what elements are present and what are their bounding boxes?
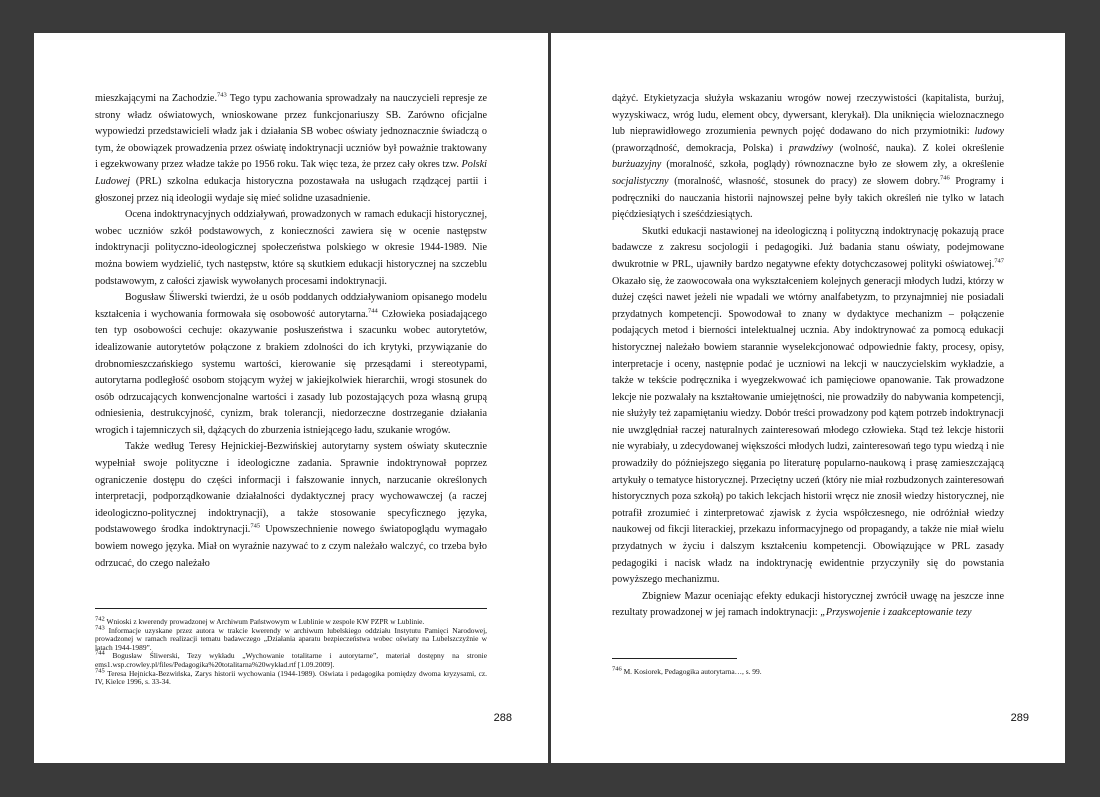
paragraph	[612, 91, 1004, 224]
italic-text: socjalistyczny	[612, 175, 669, 187]
text-run: Ocena indoktrynacyjnych oddziaływań, prowadzonych w ramach edukacji historycznej, wobec uczniów szkół podstawowych, z konieczności zawiera się w ocenie następstw indoktrynacji polityczno-ideologicznej społeczeństwa polskiego w okresie 1944-1989. Nie można bowiem wydzielić, tych następstw, które są skutkiem edukacji historycznej na szczeblu podstawowym, z całości zjawisk wywołanych procesami indoktrynacji.	[95, 209, 487, 287]
footnote-number: 743	[95, 624, 105, 632]
footnote-number: 742	[95, 615, 105, 623]
paragraph	[95, 290, 487, 439]
footnote-ref: 744	[368, 307, 378, 315]
text-run: Tego typu zachowania sprowadzały na nauczycieli represje ze strony władz oświatowych, wnioskowane przez funkcjonariuszy SB. Zarówno oficjalne wypowiedzi przedstawicieli władz jak i działania SB wobec oświaty jednoznacznie świadczą o tym, że obowiązek prowadzenia przez oświatę indoktrynacji uczniów był poważnie traktowany i egzekwowany przez władze także po 1956 roku. Tak więc teza, że przez cały okres tzw.	[95, 93, 487, 171]
text-run: (PRL) szkolna edukacja historyczna pozostawała na usługach rządzącej partii i głoszonej przez nią ideologii wydaje się mieć solidne uzasadnienie.	[95, 175, 487, 204]
italic-text: prawdziwy	[788, 142, 834, 154]
text-run: Upowszechnienie nowego światopoglądu wymagało bowiem nowego języka. Miał on wyraźnie nazywać to z czym należało walczyć, co trzeba było odrzucać, do czego należało	[95, 524, 487, 569]
right-page-footnotes	[612, 665, 1004, 677]
italic-text: ludowy	[974, 126, 1004, 138]
footnote-text: Wnioski z kwerendy prowadzonej w Archiwum Państwowym w Lublinie w zespole KW PZPR w Lublinie.	[106, 617, 425, 626]
text-run: Programy i podręczniki do nauczania historii najnowszej pełne były takich określeń nie tylko w latach pięćdziesiątych i sześćdziesiątych.	[612, 175, 1004, 221]
footnote-text: Teresa Hejnicka-Bezwińska, Zarys historii wychowania (1944-1989). Oświata i pedagogika pomiędzy dwoma kryzysami, cz. IV, Kielce 1996, s. 33-34.	[95, 668, 487, 687]
text-run: (praworządność, demokracja, Polska) i	[612, 142, 789, 154]
text-run: Także według Teresy Hejnickiej-Bezwińskiej autorytarny system oświaty skutecznie wypełniał swoje polityczne i ideologiczne zadania. Sprawnie indoktrynował poprzez ograniczenie dostępu do części informacji i fałszowanie innych, narzucanie określonych interpretacji, podporządkowanie działalności dydaktycznej pracy wychowawczej (a raczej ideologiczno-politycznej indoktrynacji), a także stosowanie specyficznego języka, podstawowego środka indoktrynacji.	[95, 441, 487, 536]
text-run: dążyć. Etykietyzacja służyła wskazaniu wrogów nowej rzeczywistości (kapitalista, burżuj, wyzyskiwacz, wróg ludu, element obcy, dywersant, klerykał). Dla uniknięcia wieloznacznego lub nieprawidłowego zrozumienia pewnych pojęć dodawano do nich przymiotniki:	[612, 93, 1004, 138]
left-page-body	[95, 91, 487, 572]
right-page	[551, 33, 1065, 763]
paragraph	[612, 589, 1004, 622]
text-run: mieszkającymi na Zachodzie.	[95, 93, 217, 104]
italic-text: Polski Ludowej	[95, 159, 487, 187]
text-run: (moralność, własność, stosunek do pracy) ze słowem dobry.	[668, 175, 940, 187]
footnote-ref: 747	[994, 257, 1004, 265]
paragraph	[95, 439, 487, 572]
page-number: 288	[493, 712, 512, 724]
footnote-number: 746	[612, 665, 622, 673]
page-number: 289	[1010, 712, 1029, 724]
footnote-text: Informacje uzyskane przez autora w trakcie kwerendy w archiwum lubelskiego oddziału Instytutu Pamięci Narodowej, prowadzonej w ramach realizacji tematu badawczego „Działania aparatu bezpieczeństwa wobec oświaty na Lubelszczyźnie w latach 1944-1989”.	[95, 625, 487, 652]
text-run: (moralność, szkoła, poglądy) równoznaczne było ze słowem zły, a określenie	[661, 159, 1004, 171]
footnote-number: 745	[95, 667, 105, 675]
paragraph	[95, 91, 487, 207]
footnote	[95, 667, 487, 687]
italic-text: „Przyswojenie i zaakceptowanie tezy	[820, 607, 972, 619]
footnote-separator	[612, 658, 737, 659]
text-run: Człowieka posiadającego ten typ osobowości cechuje: okazywanie posłuszeństwa i szacunku wobec autorytetów, idealizowanie autorytetów połączone z brakiem zdolności do ich krytyki, przywiązanie do drobnomieszczańskiego systemu wartości, kierowanie się przesądami i stereotypami, autorytarna podległość osobom stojącym wyżej w jakiejkolwiek hierarchii, wrogi stosunek do osób odrzucających konwencjonalne wartości i zasady lub pozostających poza własną grupą odniesienia, destrukcyjność, cynizm, brak tolerancji, niedorzeczne dostrzeganie działania wrogich i tajemniczych sił, dążących do zburzenia istniejącego ładu, szukanie wrogów.	[95, 308, 487, 436]
footnote	[95, 624, 487, 653]
footnote-text: M. Kosiorek, Pedagogika autorytarna…, s. 99.	[623, 667, 762, 676]
footnote-text: Bogusław Śliwerski, Tezy wykładu „Wychowanie totalitarne i autorytarne”, materiał dostępny na stronie ems1.wsp.crowley.pl/files/Pedagogika%20totalitarna%20wykład.rtf [1.09.2009].	[95, 651, 487, 669]
text-run: Bogusław Śliwerski twierdzi, że u osób poddanych oddziaływaniom opisanego modelu kształcenia i wychowania formowała się osobowość autorytarna.	[95, 292, 487, 320]
text-run: Skutki edukacji nastawionej na ideologiczną i polityczną indoktrynację pokazują prace badawcze z zakresu socjologii i pedagogiki. Już badania stanu oświaty, podejmowane dwukrotnie w PRL, ujawniły bardzo negatywne efekty dotychczasowej polityki oświatowej.	[612, 225, 1004, 270]
footnote-separator	[95, 608, 487, 609]
paragraph	[95, 207, 487, 290]
footnote	[612, 665, 1004, 677]
footnote	[95, 649, 487, 669]
footnote-number: 744	[95, 649, 105, 657]
left-page	[34, 33, 548, 763]
text-run: Zbigniew Mazur oceniając efekty edukacji historycznej zwrócił uwagę na jeszcze inne rezultaty prowadzonej w jej ramach indoktrynacji:	[612, 590, 1004, 619]
footnote-ref: 743	[217, 91, 227, 99]
paragraph	[612, 224, 1004, 589]
text-run: (wolność, nauka). Z kolei określenie	[833, 142, 1004, 154]
footnote-ref: 745	[250, 523, 261, 531]
italic-text: burżuazyjny	[612, 159, 662, 171]
text-run: Okazało się, że zaowocowała ona wykształceniem kolejnych generacji młodych ludzi, którzy w dużej części nawet jeżeli nie wpadali we wtórny analfabetyzm, to przynajmniej nie posiadali przydatnych kompetencji. Spowodował to znany w dydaktyce mechanizm – połączenie podających metod i bierności intelektualnej ucznia. Aby indoktrynować za pomocą edukacji historycznej należało bowiem starannie wyselekcjonować odpowiednie fakty, procesy, opisy, interpretacje i oceny, następnie podać je uczniowi na lekcji w nauczycielskim wykładzie, a także w tekście podręcznika i wyegzekwować ich pamięciowe opanowanie. Tak prowadzone lekcje nie pozwalały na kształtowanie umiejętności, nie prowadziły do nabywania kompetencji, nie służyły też zapamiętaniu wiedzy. Dobór treści prowadzony pod kątem potrzeb indoktrynacji nie uwzględniał raczej naturalnych zainteresowań młodego człowieka. Stąd też lekcje historii nie wyrabiały, u zdecydowanej większości młodych ludzi, zainteresowań tego typu wiedzą i nie prowadziły do późniejszego sięgania po literaturę popularno-naukową i prasę zamieszczającą artykuły o tematyce historycznej. Przeciętny uczeń (który nie miał rozbudzonych zainteresowań historycznych poza szkołą) po takich lekcjach historii wręcz nie znosił wiedzy historycznej, nie potrafił zrozumieć i zinterpretować zjawisk z życia współczesnego, nie odróżniał wiedzy naukowej od fikcji literackiej, przekazu informacyjnego od propagandy, a także nie miał wielu przydatnych w życiu i dalszym kształceniu kompetencji. Obowiązujące w PRL zasady pedagogiki i nacisk władz na indoktrynację ewidentnie przyczyniły się do powstania powyższego mechanizmu.	[612, 275, 1004, 586]
right-page-body	[612, 91, 1004, 622]
left-page-footnotes	[95, 615, 487, 687]
footnote-ref: 746	[940, 174, 950, 182]
